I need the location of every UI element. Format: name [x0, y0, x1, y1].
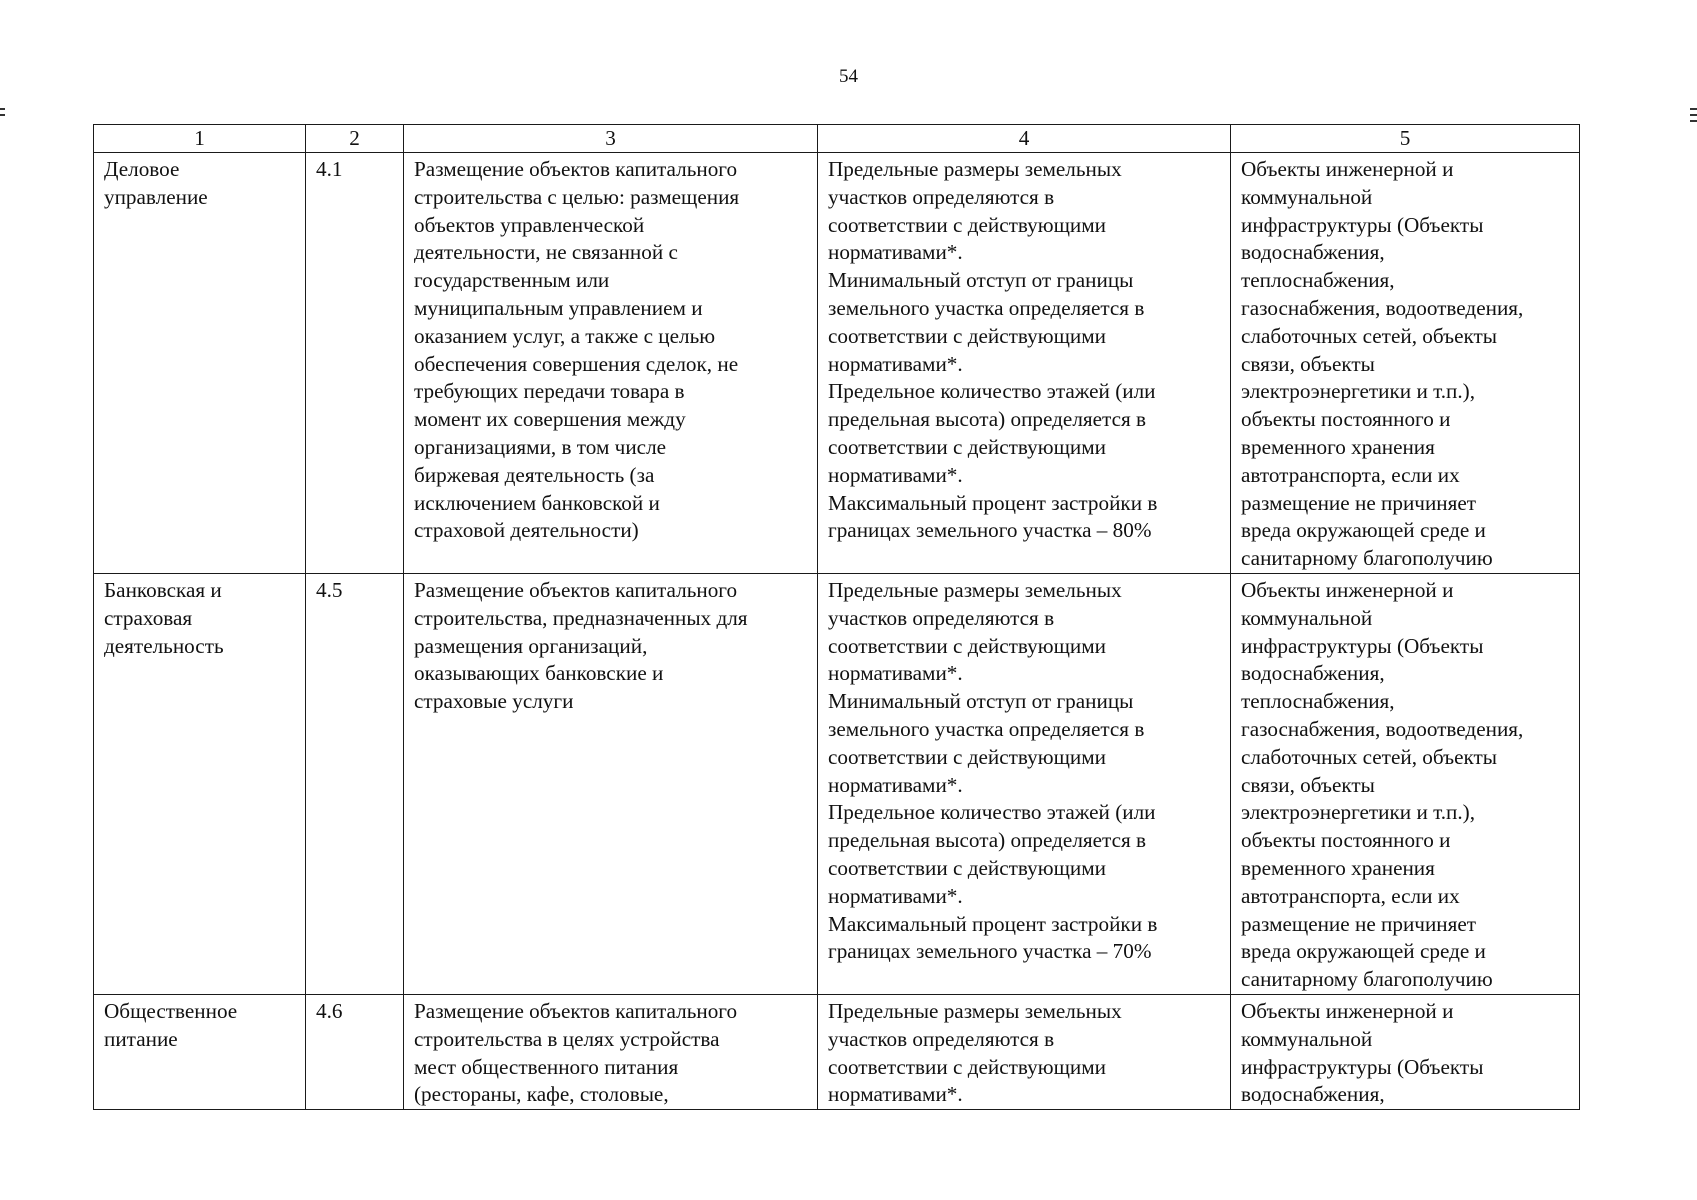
- auxiliary-objects-cell: [1231, 994, 1580, 1109]
- building-parameters-line: нормативами*.: [828, 661, 963, 686]
- land-use-name-line: Банковская и: [104, 577, 222, 602]
- scan-mark: [1690, 120, 1697, 122]
- building-parameters-line: Предельное количество этажей (или: [828, 800, 1156, 825]
- land-use-name-cell: [94, 994, 306, 1109]
- auxiliary-objects-line: автотранспорта, если их: [1241, 462, 1460, 487]
- auxiliary-objects-line: санитарному благополучию: [1241, 546, 1493, 571]
- auxiliary-objects-line: размещение не причиняет: [1241, 911, 1477, 936]
- auxiliary-objects-line: водоснабжения,: [1241, 661, 1385, 686]
- auxiliary-objects-line: теплоснабжения,: [1241, 268, 1395, 293]
- auxiliary-objects-line: газоснабжения, водоотведения,: [1241, 716, 1524, 741]
- building-parameters-line: границах земельного участка – 70%: [828, 939, 1152, 964]
- auxiliary-objects-line: связи, объекты: [1241, 351, 1375, 376]
- table-row: [94, 994, 1580, 1109]
- auxiliary-objects-line: коммунальной: [1241, 1026, 1373, 1051]
- auxiliary-objects-line: размещение не причиняет: [1241, 490, 1477, 515]
- building-parameters-line: Предельные размеры земельных: [828, 157, 1122, 181]
- building-parameters-line: границах земельного участка – 80%: [828, 518, 1152, 543]
- land-use-description-line: строительства с целью: размещения: [414, 184, 740, 209]
- land-use-code-line: 4.5: [316, 577, 343, 602]
- building-parameters-line: Максимальный процент застройки в: [828, 911, 1158, 936]
- building-parameters-line: соответствии с действующими: [828, 212, 1107, 237]
- auxiliary-objects-line: инфраструктуры (Объекты: [1241, 1054, 1484, 1079]
- land-use-description-line: строительства в целях устройства: [414, 1026, 720, 1051]
- building-parameters-line: Максимальный процент застройки в: [828, 490, 1158, 515]
- auxiliary-objects-line: объекты постоянного и: [1241, 407, 1451, 432]
- header-col-3: 3: [404, 125, 818, 153]
- building-parameters-line: нормативами*.: [828, 351, 963, 376]
- land-use-description-line: размещения организаций,: [414, 633, 648, 658]
- land-use-code-cell: [306, 153, 404, 574]
- land-use-description-line: биржевая деятельность (за: [414, 462, 655, 487]
- auxiliary-objects-cell: [1231, 153, 1580, 574]
- building-parameters-line: участков определяются в: [828, 605, 1055, 630]
- land-use-description-cell: [404, 153, 818, 574]
- header-col-4: 4: [818, 125, 1231, 153]
- land-use-description-line: момент их совершения между: [414, 407, 686, 432]
- building-parameters-line: Предельные размеры земельных: [828, 998, 1122, 1023]
- page-number: 54: [839, 66, 858, 87]
- auxiliary-objects-line: водоснабжения,: [1241, 240, 1385, 265]
- building-parameters-line: нормативами*.: [828, 1082, 963, 1107]
- building-parameters-line: земельного участка определяется в: [828, 295, 1145, 320]
- auxiliary-objects-line: Объекты инженерной и: [1241, 998, 1454, 1023]
- land-use-name-line: питание: [104, 1026, 178, 1051]
- auxiliary-objects-line: электроэнергетики и т.п.),: [1241, 379, 1476, 404]
- auxiliary-objects-line: слаботочных сетей, объекты: [1241, 323, 1497, 348]
- header-row: [94, 125, 1580, 153]
- land-use-code-cell: [306, 573, 404, 994]
- land-use-description-line: муниципальным управлением и: [414, 295, 703, 320]
- header-col-1: 1: [94, 125, 306, 153]
- building-parameters-line: предельная высота) определяется в: [828, 407, 1147, 432]
- land-use-name-cell: [94, 153, 306, 574]
- auxiliary-objects-line: вреда окружающей среде и: [1241, 939, 1486, 964]
- land-use-description-line: Размещение объектов капитального: [414, 157, 738, 181]
- building-parameters-line: нормативами*.: [828, 462, 963, 487]
- building-parameters-line: соответствии с действующими: [828, 855, 1107, 880]
- building-parameters-line: нормативами*.: [828, 772, 963, 797]
- header-col-2: 2: [306, 125, 404, 153]
- land-use-description-line: организациями, в том числе: [414, 434, 667, 459]
- auxiliary-objects-line: слаботочных сетей, объекты: [1241, 744, 1497, 769]
- auxiliary-objects-line: газоснабжения, водоотведения,: [1241, 295, 1524, 320]
- building-parameters-line: участков определяются в: [828, 184, 1055, 209]
- auxiliary-objects-line: санитарному благополучию: [1241, 967, 1493, 992]
- land-use-code-line: 4.1: [316, 157, 343, 181]
- building-parameters-line: Предельное количество этажей (или: [828, 379, 1156, 404]
- scan-mark: [0, 108, 5, 110]
- land-use-name-line: управление: [104, 184, 208, 209]
- land-use-name-line: деятельность: [104, 633, 224, 658]
- land-use-name-line: Деловое: [104, 157, 180, 181]
- building-parameters-line: Минимальный отступ от границы: [828, 268, 1134, 293]
- building-parameters-line: Предельные размеры земельных: [828, 577, 1122, 602]
- building-parameters-line: нормативами*.: [828, 883, 963, 908]
- table-row: [94, 573, 1580, 994]
- auxiliary-objects-line: водоснабжения,: [1241, 1082, 1385, 1107]
- auxiliary-objects-line: временного хранения: [1241, 855, 1435, 880]
- auxiliary-objects-line: временного хранения: [1241, 434, 1435, 459]
- scan-mark: [1690, 114, 1697, 116]
- scan-mark: [1690, 108, 1697, 110]
- building-parameters-line: нормативами*.: [828, 240, 963, 265]
- land-use-description-line: мест общественного питания: [414, 1054, 679, 1079]
- land-use-description-line: деятельности, не связанной с: [414, 240, 678, 265]
- auxiliary-objects-line: инфраструктуры (Объекты: [1241, 633, 1484, 658]
- header-col-5: 5: [1231, 125, 1580, 153]
- building-parameters-cell: [818, 153, 1231, 574]
- land-use-description-line: Размещение объектов капитального: [414, 577, 738, 602]
- auxiliary-objects-line: Объекты инженерной и: [1241, 157, 1454, 181]
- land-use-code-line: 4.6: [316, 998, 343, 1023]
- land-use-name-cell: [94, 573, 306, 994]
- land-use-description-line: обеспечения совершения сделок, не: [414, 351, 739, 376]
- scan-mark: [0, 114, 5, 116]
- auxiliary-objects-line: инфраструктуры (Объекты: [1241, 212, 1484, 237]
- land-use-description-line: страховой деятельности): [414, 518, 639, 543]
- zoning-table: [93, 124, 1580, 1110]
- building-parameters-line: предельная высота) определяется в: [828, 828, 1147, 853]
- land-use-name-line: страховая: [104, 605, 193, 630]
- land-use-code-cell: [306, 994, 404, 1109]
- auxiliary-objects-line: электроэнергетики и т.п.),: [1241, 800, 1476, 825]
- building-parameters-line: соответствии с действующими: [828, 744, 1107, 769]
- land-use-description-line: строительства, предназначенных для: [414, 605, 748, 630]
- building-parameters-line: соответствии с действующими: [828, 434, 1107, 459]
- land-use-description-line: государственным или: [414, 268, 610, 293]
- building-parameters-cell: [818, 994, 1231, 1109]
- land-use-description-line: страховые услуги: [414, 689, 574, 714]
- auxiliary-objects-line: автотранспорта, если их: [1241, 883, 1460, 908]
- land-use-description-line: исключением банковской и: [414, 490, 660, 515]
- auxiliary-objects-line: связи, объекты: [1241, 772, 1375, 797]
- land-use-name-line: Общественное: [104, 998, 238, 1023]
- table-body: [94, 153, 1580, 1110]
- building-parameters-line: участков определяются в: [828, 1026, 1055, 1051]
- auxiliary-objects-line: объекты постоянного и: [1241, 828, 1451, 853]
- building-parameters-line: соответствии с действующими: [828, 633, 1107, 658]
- auxiliary-objects-line: коммунальной: [1241, 184, 1373, 209]
- auxiliary-objects-cell: [1231, 573, 1580, 994]
- land-use-description-cell: [404, 994, 818, 1109]
- land-use-description-line: оказывающих банковские и: [414, 661, 664, 686]
- building-parameters-cell: [818, 573, 1231, 994]
- building-parameters-line: Минимальный отступ от границы: [828, 689, 1134, 714]
- table-row: [94, 153, 1580, 574]
- land-use-description-line: объектов управленческой: [414, 212, 645, 237]
- land-use-description-line: (рестораны, кафе, столовые,: [414, 1082, 669, 1107]
- building-parameters-line: соответствии с действующими: [828, 1054, 1107, 1079]
- building-parameters-line: земельного участка определяется в: [828, 716, 1145, 741]
- auxiliary-objects-line: теплоснабжения,: [1241, 689, 1395, 714]
- land-use-description-cell: [404, 573, 818, 994]
- building-parameters-line: соответствии с действующими: [828, 323, 1107, 348]
- auxiliary-objects-line: Объекты инженерной и: [1241, 577, 1454, 602]
- land-use-description-line: оказанием услуг, а также с целью: [414, 323, 716, 348]
- auxiliary-objects-line: вреда окружающей среде и: [1241, 518, 1486, 543]
- land-use-description-line: требующих передачи товара в: [414, 379, 685, 404]
- auxiliary-objects-line: коммунальной: [1241, 605, 1373, 630]
- land-use-description-line: Размещение объектов капитального: [414, 998, 738, 1023]
